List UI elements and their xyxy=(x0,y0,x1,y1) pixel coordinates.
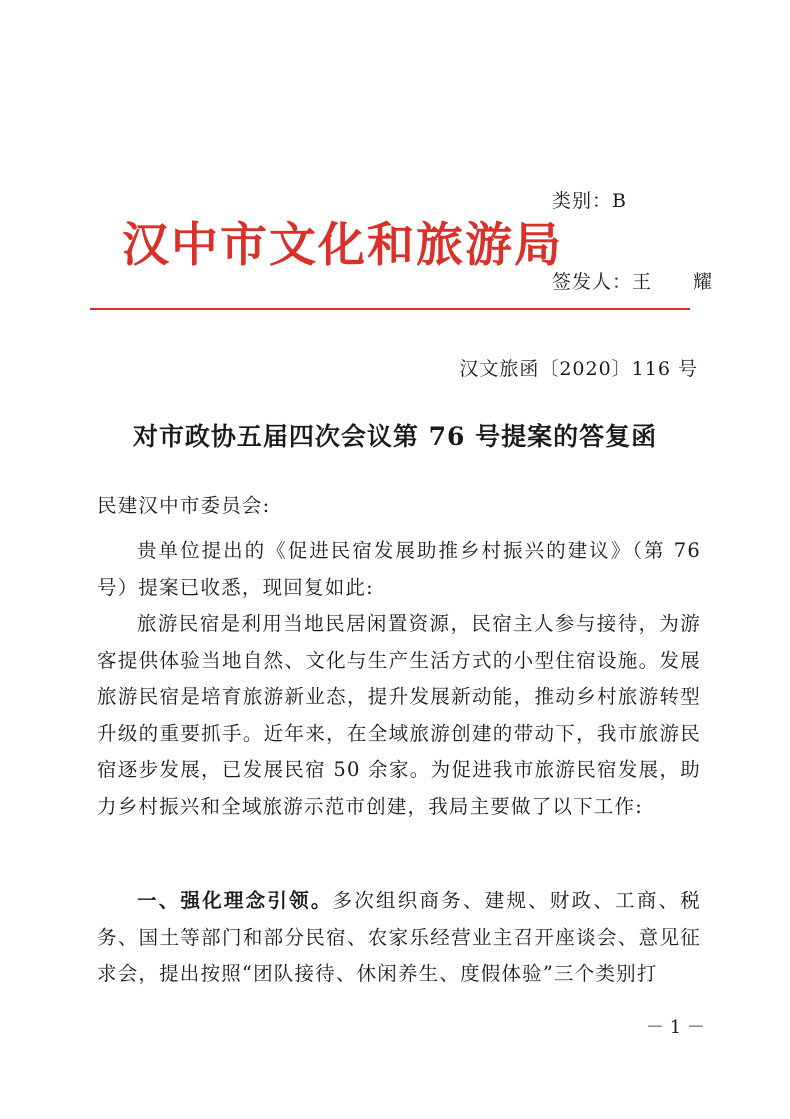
document-title: 对市政协五届四次会议第 76 号提案的答复函 xyxy=(132,422,658,451)
issuer-name: 王 耀 xyxy=(632,271,731,293)
document-number: 汉文旅函〔2020〕116 号 xyxy=(459,358,698,380)
issuer-label: 签发人： xyxy=(552,271,633,293)
letterhead-title: 汉中市文化和旅游局 xyxy=(122,218,563,273)
paragraph-1: 贵单位提出的《促进民宿发展助推乡村振兴的建议》（第 76 号）提案已收悉，现回复如此: xyxy=(97,539,701,599)
issuer-line xyxy=(552,267,730,294)
page-number: － 1 － xyxy=(646,1017,705,1038)
red-divider xyxy=(90,308,690,310)
paragraph-2: 旅游民宿是利用当地民居闲置资源，民宿主人参与接待，为游客提供体验当地自然、文化与生产生活方式的小型住宿设施。发展旅游民宿是培育旅游新业态，提升发展新动能，推动乡村旅游转型升级的重要抓手。近年来，在全域旅游创建的带动下，我市旅游民宿逐步发展，已发展民宿 50 余家。为促进我市旅游民宿发展，助力乡村振兴和全域旅游示范市创建，我局主要做了以下工作: xyxy=(97,612,701,818)
category-label: 类别：B xyxy=(552,190,627,212)
paragraph-3 xyxy=(97,883,701,993)
section-text: 多次组织商务、建规、财政、工商、税务、国土等部门和部分民宿、农家乐经营业主召开座谈会、意见征求会，提出按照“团队接待、休闲养生、度假体验”三个类别打 xyxy=(97,889,701,985)
section-heading: 一、强化理念引领。 xyxy=(137,889,333,912)
salutation: 民建汉中市委员会: xyxy=(97,494,271,517)
